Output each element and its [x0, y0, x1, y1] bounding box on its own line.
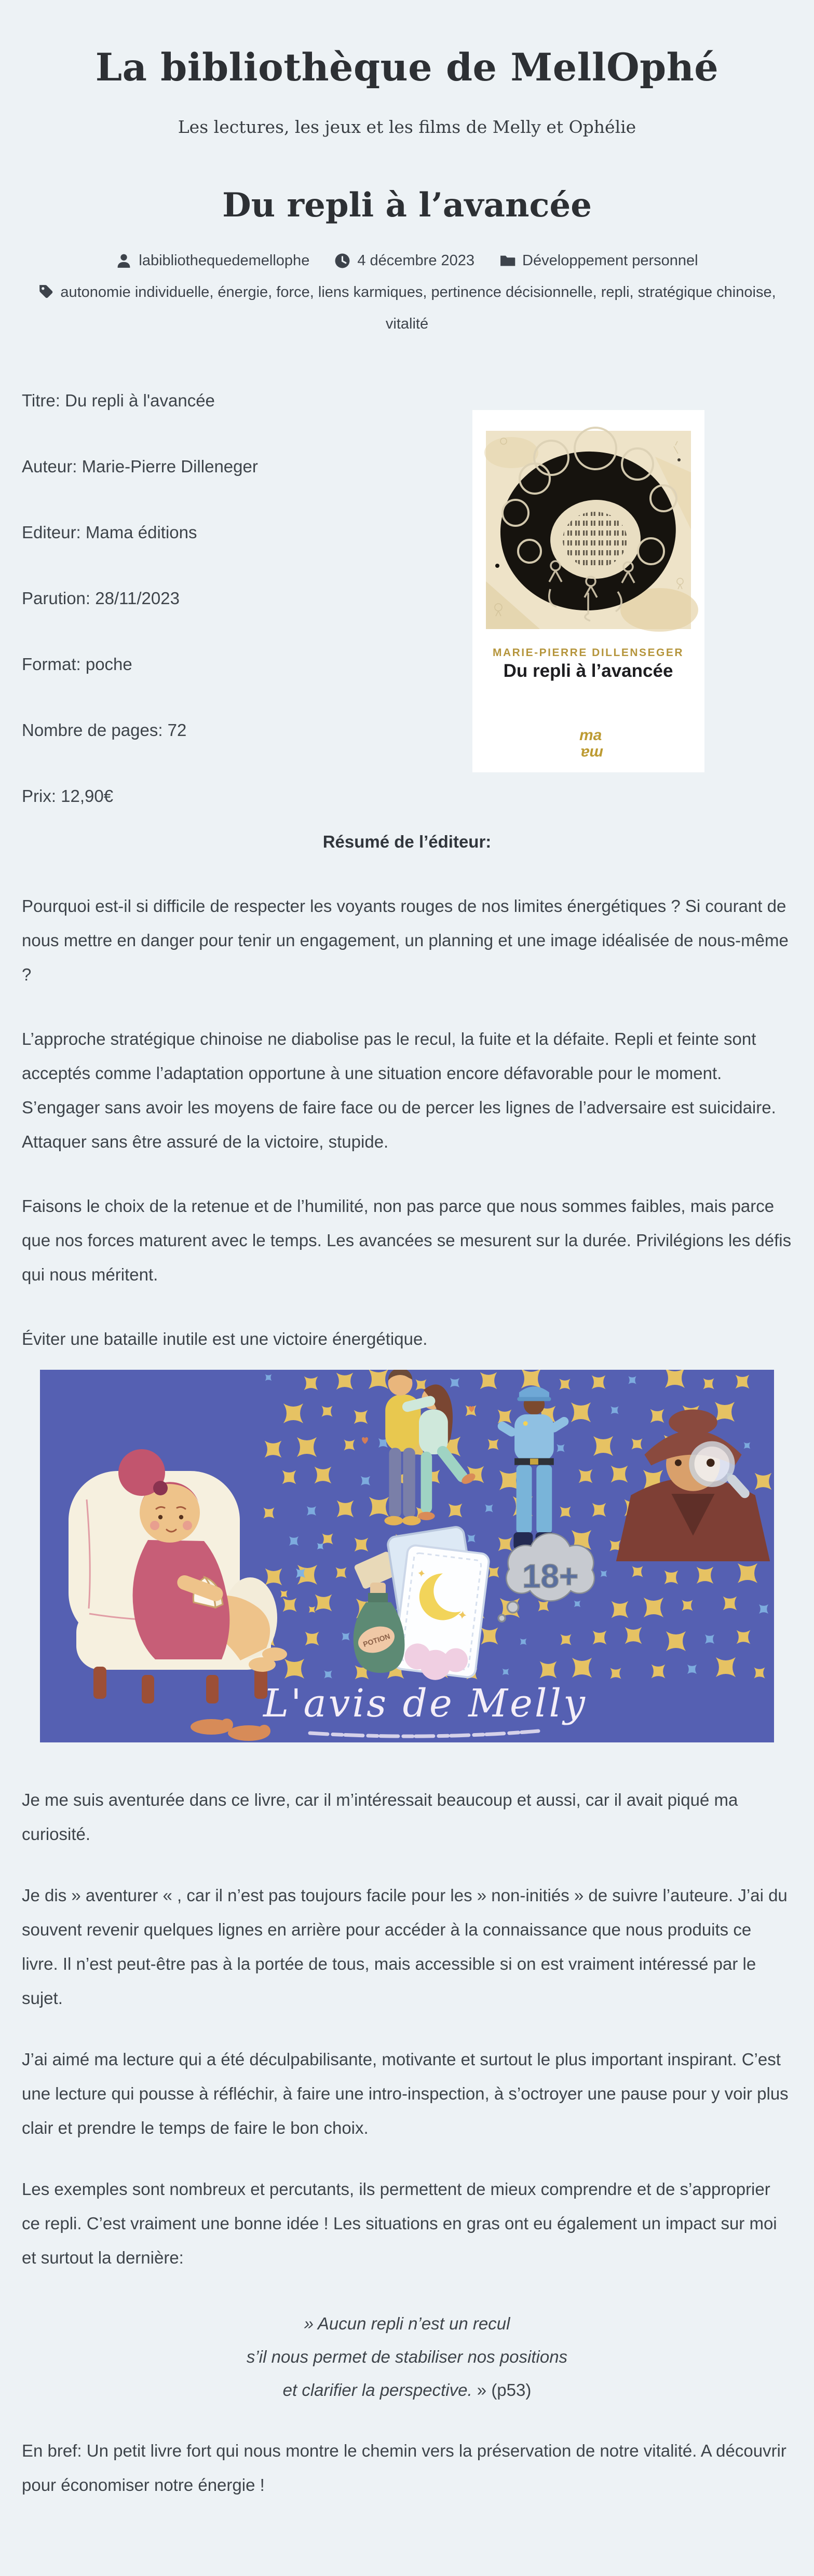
quote-line: s’il nous permet de stabiliser nos positions — [246, 2347, 568, 2367]
badge-18plus-text: 18+ — [522, 1557, 579, 1595]
meta-category[interactable] — [499, 252, 698, 269]
site-tagline: Les lectures, les jeux et les films de Melly et Ophélie — [178, 117, 636, 138]
tags-list[interactable]: autonomie individuelle, énergie, force, liens karmiques, pertinence décisionnelle, repli, stratégique chinoise, vitalité — [60, 284, 776, 333]
meta-date-label[interactable]: 4 décembre 2023 — [357, 252, 475, 269]
site-title[interactable]: La bibliothèque de MellOphé — [95, 45, 719, 90]
meta-category-label[interactable]: Développement personnel — [522, 252, 698, 269]
person-icon — [116, 253, 132, 269]
review-paragraph: Je dis » aventurer « , car il n’est pas toujours facile pour les » non-initiés » de suivre l’auteure. J’ai du souvent revenir quelques lignes en arrière pour accéder à la connaissance que nous produits ce livre. Il n’est peut-être pas à la portée de tous, mais accessible si on est vraiment intéressé par le sujet. — [22, 1886, 788, 2008]
book-detail-release: Parution: 28/11/2023 — [22, 589, 180, 608]
review-paragraph: Je me suis aventurée dans ce livre, car il m’intéressait beaucoup et aussi, car il avait piqué ma curiosité. — [22, 1790, 738, 1844]
cover-artwork — [484, 428, 698, 632]
cover-author-text: MARIE-PIERRE DILLENSEGER — [492, 647, 684, 659]
cover-title-text: Du repli à l’avancée — [503, 661, 673, 682]
clock-icon — [334, 253, 350, 269]
book-detail-title: Titre: Du repli à l'avancée — [22, 391, 215, 411]
book-info-section — [22, 384, 792, 817]
tag-icon — [38, 283, 54, 299]
review-conclusion: En bref: Un petit livre fort qui nous montre le chemin vers la préservation de notre vitalité. A découvrir pour économiser notre énergie ! — [22, 2441, 786, 2495]
summary-paragraph: L’approche stratégique chinoise ne diabolise pas le recul, la fuite et la défaite. Repli et feinte sont acceptés comme l’adaptation opportune à une situation encore défavorable pour le moment. S’engager sans avoir les moyens de faire face ou de percer les lignes de l’adversaire est suicidaire. Attaquer sans être assuré de la victoire, stupide. — [22, 1029, 776, 1152]
review-paragraph: Les exemples sont nombreux et percutants, ils permettent de mieux comprendre et de s’approprier ce repli. C’est vraiment une bonne idée ! Les situations en gras ont eu également un impact sur moi et surtout la dernière: — [22, 2179, 777, 2268]
book-detail-pages: Nombre de pages: 72 — [22, 720, 187, 740]
summary-paragraph: Pourquoi est-il si difficile de respecter les voyants rouges de nos limites énergétiques ? Si courant de nous mettre en danger pour tenir un engagement, un planning et une image idéalisée de nous-même ? — [22, 896, 789, 985]
review-paragraph: J’ai aimé ma lecture qui a été déculpabilisante, motivante et surtout le plus important inspirant. C’est une lecture qui pousse à réfléchir, à faire une intro-inspection, à s’octroyer une pause pour y voir plus clair et prendre le temps de faire le bon choix. — [22, 2050, 789, 2138]
book-detail-price: Prix: 12,90€ — [22, 786, 114, 806]
review-section — [22, 1783, 792, 2502]
folder-icon — [499, 253, 515, 269]
book-cover-image — [472, 410, 704, 772]
summary-heading: Résumé de l’éditeur: — [322, 832, 492, 852]
post-tags — [22, 277, 792, 340]
post-title: Du repli à l’avancée — [222, 186, 592, 225]
book-detail-author: Auteur: Marie-Pierre Dilleneger — [22, 457, 258, 476]
meta-author-label[interactable]: labibliothequedemellophe — [139, 252, 310, 269]
quote-page-ref: » (p53) — [472, 2380, 532, 2400]
svg-text:ma: ma — [579, 727, 602, 744]
quote-line: et clarifier la perspective. » (p53) — [282, 2380, 532, 2400]
post-meta — [22, 252, 792, 269]
meta-date[interactable] — [334, 252, 474, 269]
book-detail-publisher: Editeur: Mama éditions — [22, 523, 197, 542]
summary-section — [22, 825, 792, 1356]
book-quote — [22, 2307, 792, 2407]
site-header — [22, 44, 792, 137]
review-illustration — [40, 1370, 774, 1742]
potion-label: POTION — [362, 1632, 391, 1649]
summary-paragraph: Éviter une bataille inutile est une victoire énergétique. — [22, 1329, 428, 1349]
svg-text:ma: ma — [580, 745, 603, 762]
summary-paragraph: Faisons le choix de la retenue et de l’humilité, non pas parce que nous sommes faibles, mais parce que nos forces maturent avec le temps. Les avancées se mesurent sur la durée. Privilégions les défis qui nous méritent. — [22, 1196, 792, 1285]
quote-line: » Aucun repli n’est un recul — [304, 2314, 510, 2334]
illustration-caption: L'avis de Melly — [263, 1681, 587, 1726]
book-detail-format: Format: poche — [22, 655, 132, 674]
meta-author[interactable] — [116, 252, 309, 269]
